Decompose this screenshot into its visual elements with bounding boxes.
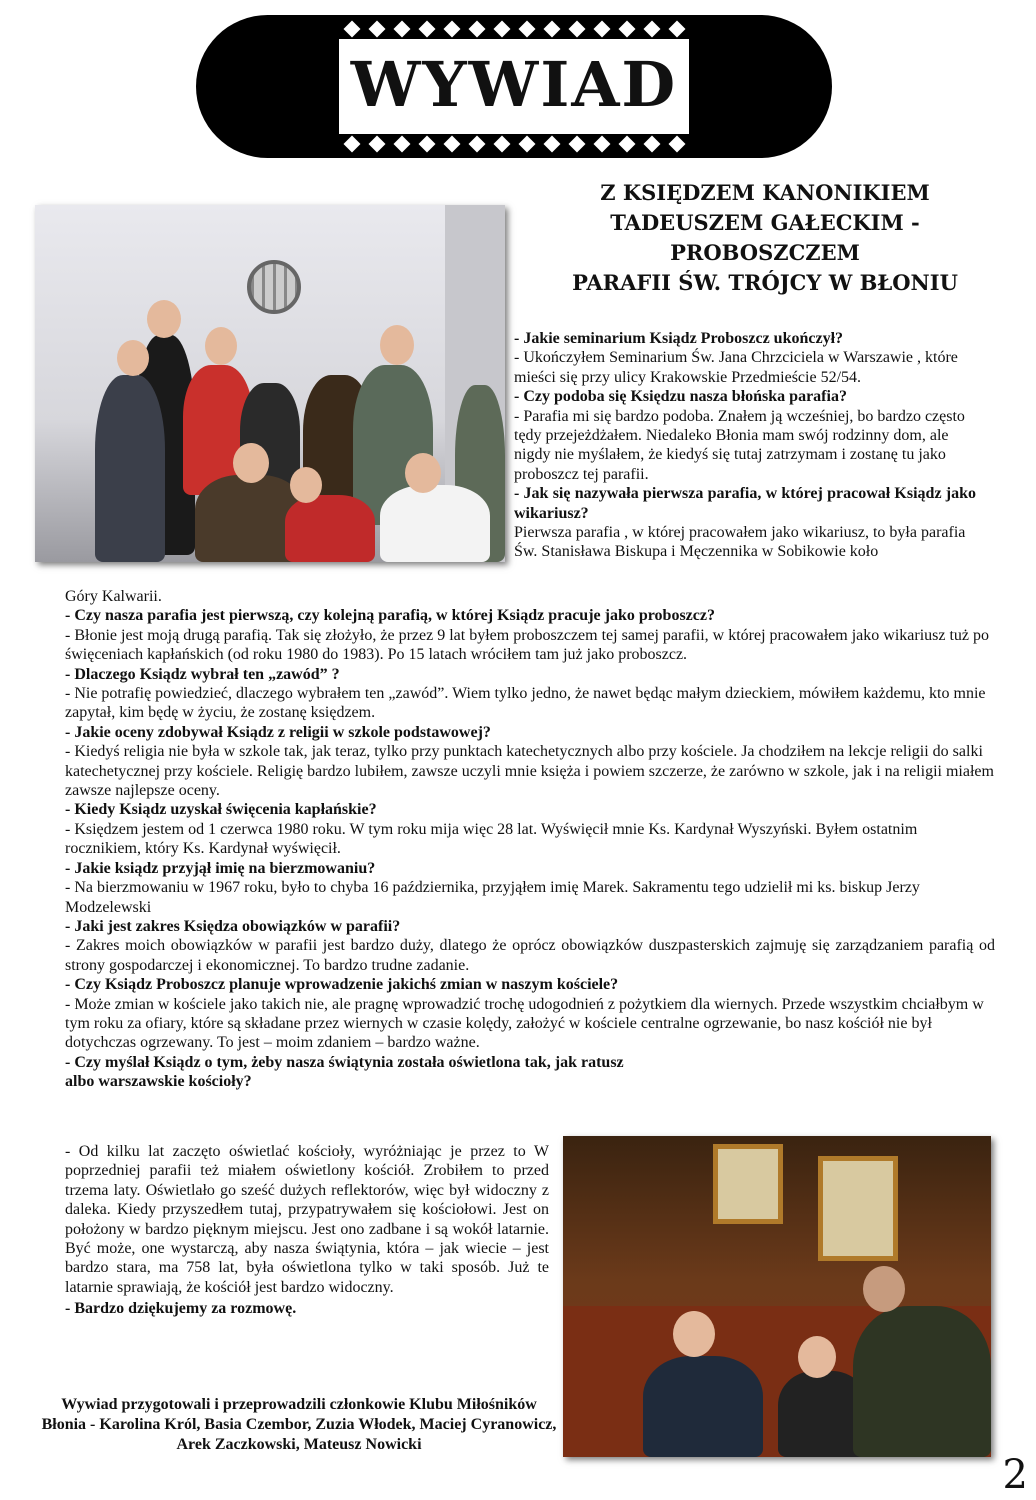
round-window [247,260,301,314]
ornament-top [339,19,689,39]
answer-7: - Księdzem jestem od 1 czerwca 1980 roku. W tym roku mija więc 28 lat. Wyświęcił mnie Ks. Kardynał Wyszyński. Byłem ostatnim rocznikiem, który Ks. Kardynał wyświęcił. [65,820,918,858]
answer-9: - Zakres moich obowiązków w parafii jest bardzo duży, dlatego że oprócz obowiązków duszpasterskich zajmuję się zarządzaniem parafią od strony gospodarczej i ekonomicznej. To bardzo trudne zadanie. [65,937,995,974]
question-4: - Czy nasza parafia jest pierwszą, czy kolejną parafią, w której Ksiądz pracuje jako proboszcz? [65,607,715,625]
answer-3-part-2: Góry Kalwarii. [65,588,162,605]
answer-11: - Od kilku lat zaczęto oświetlać kościoły, wyróżniając je przez to W poprzedniej parafii też miałem oświetlony kościół. Zrobiłem to przed trzema laty. Oświetlało go sześć dużych reflektorów, więc był widoczny z daleka. Kiedy przyszedłem tutaj, przypatrywałem się kościołowi. Jest on położony w bardzo pięknym miejscu. Jest ono zadbane i są wokół latarnie. Być może, one wystarczą, aby nasza świątynia, która – jak wiecie – jest bardzo stara, ma 758 lat, była oświetlona tylko w taki sposób. Już te latarnie sprawiają, że kościół jest bardzo widoczny. [65,1143,549,1296]
answer-6: - Kiedyś religia nie była w szkole tak, jak teraz, tylko przy punktach katechetycznych albo przy kościele. Ja chodziłem na lekcje religii do salki katechetycznej przy kościele. Religię bardzo lubiłem, zawsze uczyli mnie księża i powiem szczerze, że zarówno w szkole, jak i na religii miałem zawsze najlepsze oceny. [65,743,994,800]
interview-photo [563,1136,991,1457]
header-banner-inner [339,19,689,154]
painting-frame [818,1156,898,1261]
answer-8: - Na bierzmowaniu w 1967 roku, było to chyba 16 października, przyjąłem imię Marek. Sakramentu tego udzielił mi ks. biskup Jerzy Modzelewski [65,879,920,916]
page-number: 2 [1002,1452,1028,1498]
headline-line-3: PROBOSZCZEM [670,240,860,265]
interview-body [65,587,995,1092]
headline-line-1: Z KSIĘDZEM KANONIKIEM [600,180,930,205]
question-9: - Jaki jest zakres Księdza obowiązków w parafii? [65,917,401,935]
question-2: - Czy podoba się Księdzu nasza błońska parafia? [514,388,847,406]
headline-line-2: TADEUSZEM GAŁECKIM - [610,210,920,235]
interview-column-bottom [65,1142,549,1319]
answer-4: - Błonie jest moją drugą parafią. Tak się złożyło, że przez 9 lat byłem proboszczem tej samej parafii, w której pracowałem jako wikariusz tuż po święceniach kapłańskich (od roku 1980 do 1983). Po 15 latach wróciłem tam już jako proboszcz. [65,626,990,664]
ornament-bottom [339,134,689,154]
question-10: - Czy Ksiądz Proboszcz planuje wprowadzenie jakichś zmian w naszym kościele? [65,976,619,994]
answer-2: - Parafia mi się bardzo podoba. Znałem ją wcześniej, bo bardzo często tędy przejeżdżałem. Niedaleko Błonia mam swój rodzinny dom, ale nigdy nie myślałem, że kiedyś się tutaj zatrzymam i zostanę tu jako proboszcz tej parafii. [514,407,965,483]
answer-5: - Nie potrafię powiedzieć, dlaczego wybrałem ten „zawód”. Wiem tylko jedno, że nawet będąc małym dzieckiem, mówiłem każdemu, kto mnie zapytał, kim będę w życiu, że zostanę księdzem. [65,685,986,722]
section-title: WYWIAD [350,48,678,121]
article-headline [530,178,1000,298]
answer-3-part-1: Pierwsza parafia , w której pracowałem jako wikariusz, to była parafia Św. Stanisława Biskupa i Męczennika w Sobikowie koło [514,524,966,561]
question-8: - Jakie ksiądz przyjął imię na bierzmowaniu? [65,859,376,877]
headline-line-4: PARAFII ŚW. TRÓJCY W BŁONIU [572,270,958,295]
header-banner [196,15,832,158]
answer-1: - Ukończyłem Seminarium Św. Jana Chrzciciela w Warszawie , które mieści się przy ulicy Krakowskie Przedmieście 52/54. [514,349,958,386]
answer-10: - Może zmian w kościele jako takich nie, ale pragnę wprowadzić trochę udogodnień z pożytkiem dla wiernych. Przede wszystkim chciałbym w tym roku za ofiary, które są składane przez wiernych w czasie kolędy, założyć w kościele centralne ogrzewanie, bo nasz kościół nie był dotychczas ogrzewany. To jest – moim zdaniem – bardzo ważne. [65,995,984,1052]
credits: Wywiad przygotowali i przeprowadzili członkowie Klubu Miłośników Błonia - Karolina Król, Basia Czembor, Zuzia Włodek, Maciej Cyranowicz, Arek Zaczkowski, Mateusz Nowicki [41,1396,557,1453]
interview-column-top [514,329,976,562]
question-1: - Jakie seminarium Ksiądz Proboszcz ukończył? [514,330,844,347]
question-11-line-2: albo warszawskie kościoły? [65,1073,252,1091]
question-5: - Dlaczego Ksiądz wybrał ten „zawód” ? [65,665,340,683]
question-7: - Kiedy Ksiądz uzyskał święcenia kapłańskie? [65,801,377,819]
question-3: - Jak się nazywała pierwsza parafia, w której pracował Ksiądz jako wikariusz? [514,485,976,522]
question-11-line-1: - Czy myślał Ksiądz o tym, żeby nasza świątynia została oświetlona tak, jak ratusz [65,1053,624,1071]
closing-line: - Bardzo dziękujemy za rozmowę. [65,1300,297,1318]
group-photo [35,205,505,562]
question-6: - Jakie oceny zdobywał Ksiądz z religii w szkole podstawowej? [65,723,491,741]
portrait-frame [713,1144,783,1224]
